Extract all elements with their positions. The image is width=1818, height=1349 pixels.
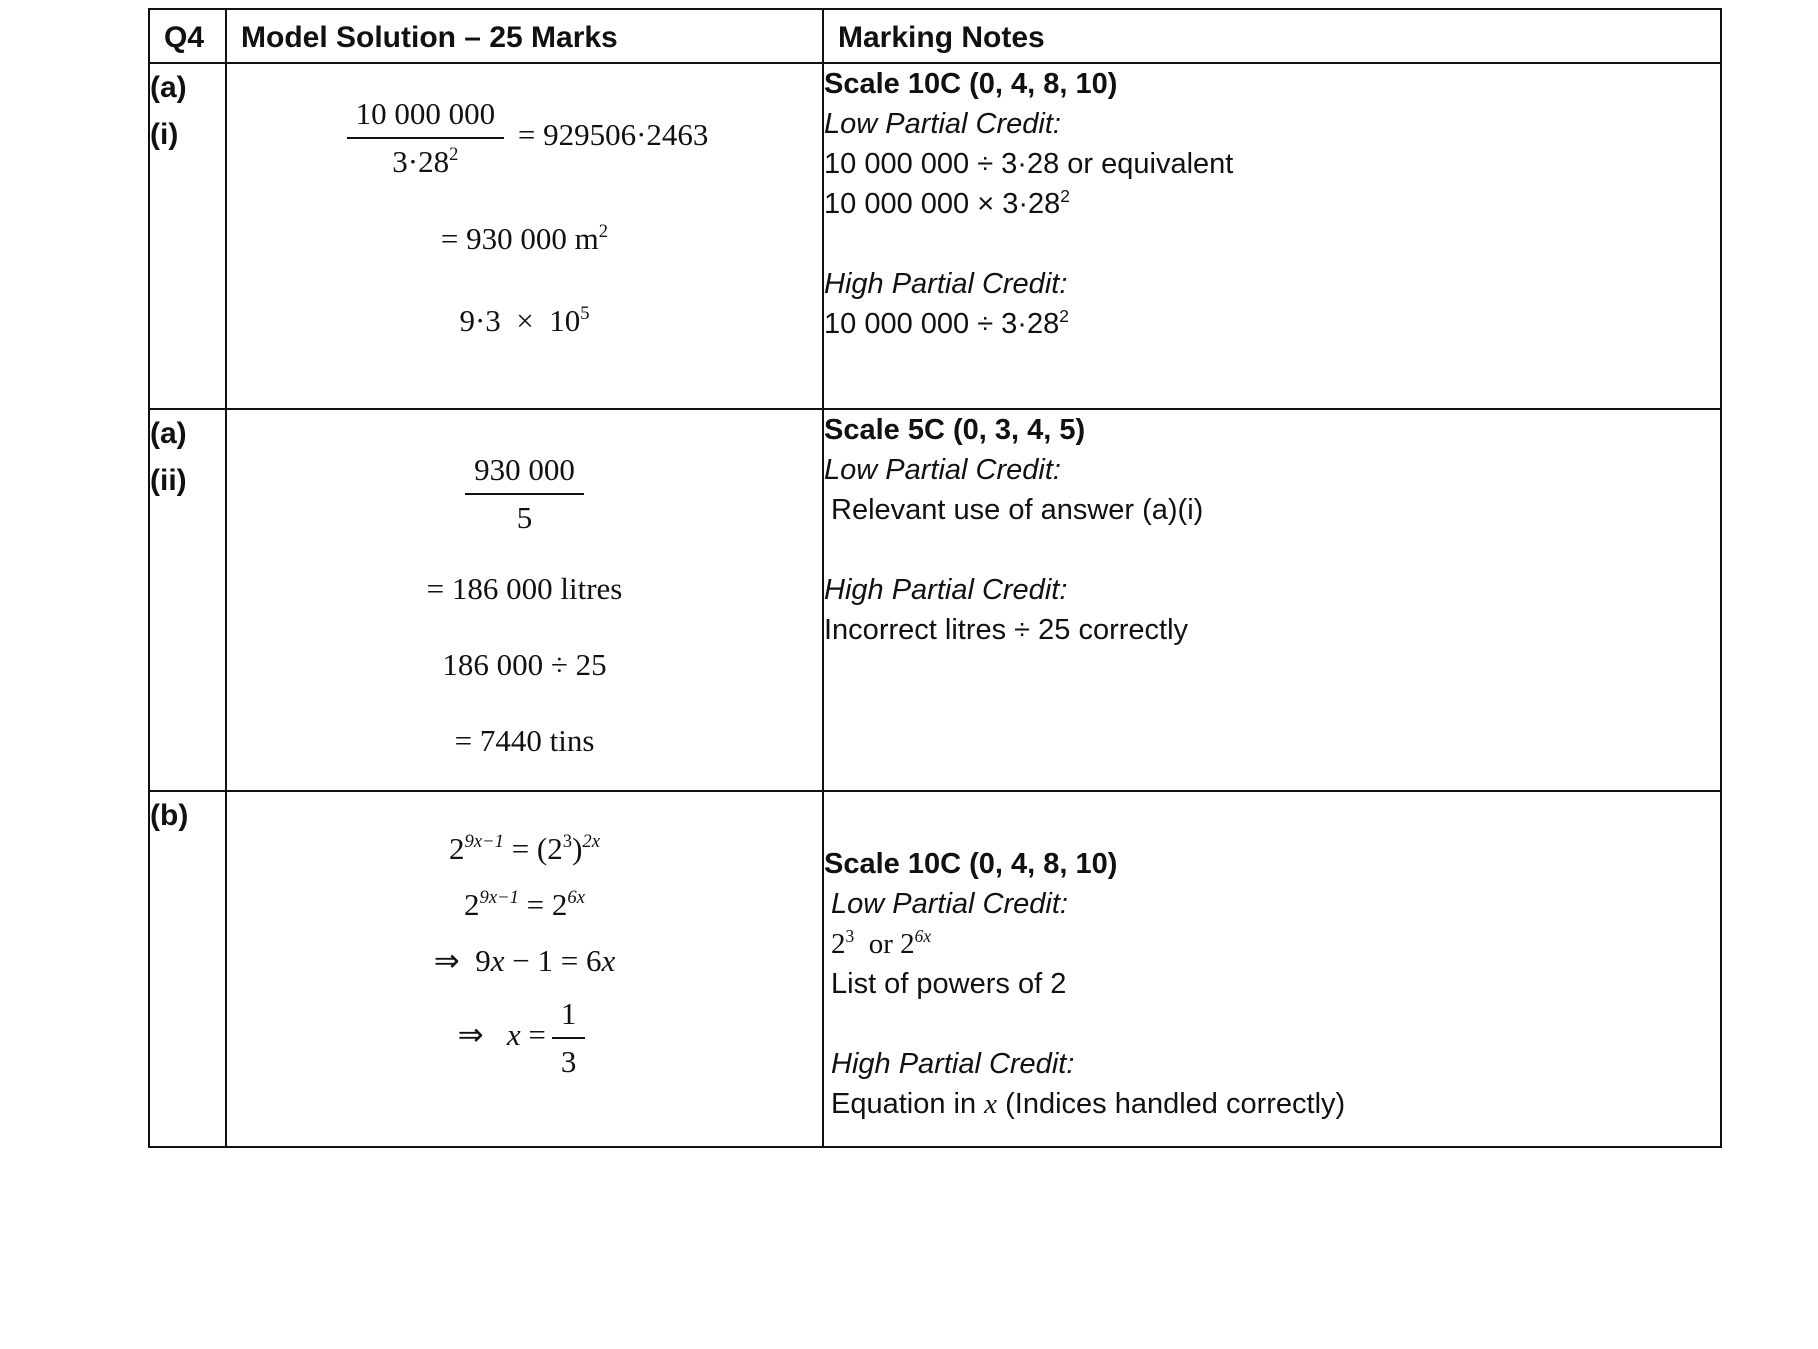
exponent: 5 [580,303,590,325]
solution-cell [226,63,823,409]
math-term: 2 [449,831,465,866]
math-term: ) [572,831,583,866]
denominator-base: 3·28 [392,144,450,179]
low-partial-credit-label: Low Partial Credit: [831,888,1068,920]
equation-line [227,884,822,926]
exponent: 2 [1060,186,1070,207]
equation-line [227,994,822,1082]
math-term: ⇒ [457,1017,507,1053]
question-number-header: Q4 [149,9,226,63]
subpart-label: (ii) [150,464,187,497]
solution-line: = 7440 tins [454,723,595,758]
exponent: 2 [598,221,609,243]
solution-line: = 186 000 litres [426,571,623,606]
exponent: 3 [562,831,573,853]
part-label: (a) [150,71,187,104]
exponent: 9x−1 [464,831,504,853]
math-term: 2 [464,887,480,922]
low-partial-credit-label: Low Partial Credit: [824,108,1061,140]
fraction [465,450,584,538]
exponent: 2 [1059,306,1069,327]
part-label-cell [149,409,226,791]
fraction-denominator: 5 [516,500,533,535]
math-term: or 2 [854,928,915,960]
fraction-denominator [392,139,458,182]
scientific-notation-base: 9·3 × 10 [459,303,581,338]
part-label-cell [149,63,226,409]
rounded-result: = 930 000 m [440,221,599,256]
scale-heading: Scale 10C (0, 4, 8, 10) [824,68,1118,100]
model-solution-header: Model Solution – 25 Marks [226,9,823,63]
variable-x: x [984,1088,998,1120]
fraction [347,94,505,182]
marking-scheme-table [148,8,1722,1148]
solution-line [227,410,822,538]
note-line: 10 000 000 ÷ 3·28 or equivalent [824,148,1234,180]
solution-line: 186 000 ÷ 25 [442,647,607,682]
exponent: 3 [845,926,855,947]
exponent: 2x [582,831,600,853]
math-term: 2 [831,928,846,960]
low-partial-credit-label: Low Partial Credit: [824,454,1061,486]
note-line [824,304,1720,344]
part-label: (b) [150,799,189,832]
variable-x: x [506,1017,521,1053]
solution-cell [226,791,823,1147]
high-partial-credit-label: High Partial Credit: [831,1048,1075,1080]
high-partial-credit-label: High Partial Credit: [824,574,1068,606]
fraction-numerator: 1 [552,994,586,1039]
note-line: List of powers of 2 [831,968,1067,1000]
part-label: (a) [150,417,187,450]
header-row [149,9,1721,63]
scale-heading: Scale 10C (0, 4, 8, 10) [824,848,1118,880]
variable-x: x [490,943,505,978]
note-line [824,924,1720,964]
solution-cell [226,409,823,791]
part-label-cell [149,791,226,1147]
note-text: (Indices handled correctly) [997,1088,1346,1120]
note-line: Incorrect litres ÷ 25 correctly [824,614,1189,646]
subpart-label: (i) [150,118,179,151]
fraction-denominator: 3 [560,1044,577,1079]
note-text: 10 000 000 ÷ 3·28 [824,308,1060,340]
scale-heading: Scale 5C (0, 3, 4, 5) [824,414,1086,446]
solution-line [227,64,822,182]
fraction-numerator: 10 000 000 [347,94,505,139]
row-part-a-ii [149,409,1721,791]
solution-line [227,300,822,342]
exponent: 9x−1 [479,887,519,909]
exponent: 6x [567,887,585,909]
notes-cell [823,409,1721,791]
solution-line [227,218,822,260]
math-term: = [520,1017,546,1053]
math-term: ⇒ 9 [433,943,491,978]
math-term: = 2 [518,887,568,922]
note-line [824,1084,1720,1124]
equation-line [227,792,822,870]
note-text: 10 000 000 × 3·28 [824,188,1061,220]
row-part-a-i [149,63,1721,409]
row-part-b [149,791,1721,1147]
denominator-exponent: 2 [449,144,459,166]
equation-result: = 929506·2463 [510,117,709,153]
notes-cell [823,791,1721,1147]
note-line: Relevant use of answer (a)(i) [831,494,1204,526]
fraction [552,994,586,1082]
exponent: 6x [914,926,932,947]
equation-line [227,940,822,982]
variable-x: x [601,943,616,978]
math-term: − 1 = 6 [504,943,602,978]
high-partial-credit-label: High Partial Credit: [824,268,1068,300]
math-term: = (2 [503,831,563,866]
note-text: Equation in [831,1088,985,1120]
marking-notes-header: Marking Notes [823,9,1721,63]
notes-cell [823,63,1721,409]
fraction-numerator: 930 000 [465,450,584,495]
note-line [824,184,1720,224]
